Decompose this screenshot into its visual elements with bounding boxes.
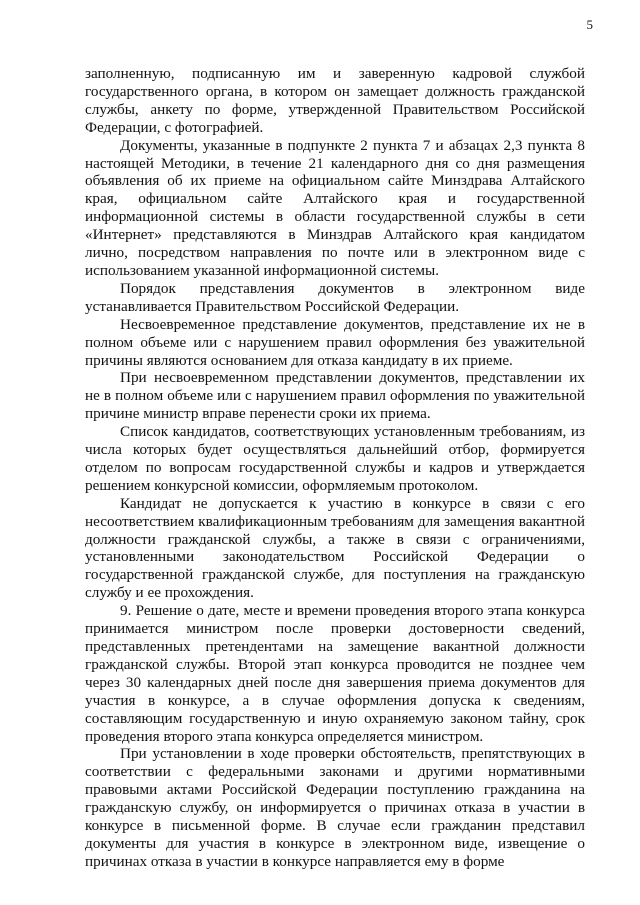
paragraph-late-submission: Несвоевременное представление документов, представление их не в полном объеме или с нарушением правил оформления без уважительной причины являются основанием для отказа кандидату в их приеме.	[85, 315, 585, 369]
paragraph-continuation: заполненную, подписанную им и заверенную кадровой службой государственного органа, в котором он замещает должность гражданской службы, анкету по форме, утвержденной Правительством Российской Федерации, с фотографией.	[85, 65, 585, 136]
paragraph-documents-submission: Документы, указанные в подпункте 2 пункта 7 и абзацах 2,3 пункта 8 настоящей Методики, в течение 21 календарного дня со дня размещения объявления об их приеме на официальном сайте Минздрава Алтайского края, официальном сайте Алтайского края и государственной информационной системы в области государственной службы в сети «Интернет» представляются в Минздрав Алтайского края кандидатом лично, посредством направления по почте или в электронном виде с использованием указанной информационной системы.	[85, 136, 585, 279]
paragraph-second-stage: 9. Решение о дате, месте и времени проведения второго этапа конкурса принимается министром после проверки достоверности сведений, представленных претендентами на замещение вакантной должности гражданской службы. Второй этап конкурса проводится не позднее чем через 30 календарных дней после дня завершения приема документов для участия в конкурсе, а в случае оформления допуска к сведениям, составляющим государственную и иную охраняемую законом тайну, срок проведения второго этапа конкурса определяется министром.	[85, 602, 585, 745]
paragraph-valid-reason: При несвоевременном представлении документов, представлении их не в полном объеме или с нарушением правил оформления по уважительной причине министр вправе перенести сроки их приема.	[85, 369, 585, 423]
paragraph-notification: При установлении в ходе проверки обстоятельств, препятствующих в соответствии с федеральными законами и другими нормативными правовыми актами Российской Федерации поступлению гражданина на гражданскую службу, он информируется о причинах отказа в участии в конкурсе в письменной форме. В случае если гражданин представил документы для участия в конкурсе в электронном виде, извещение о причинах отказа в участии в конкурсе направляется ему в форме	[85, 745, 585, 870]
paragraph-candidate-list: Список кандидатов, соответствующих установленным требованиям, из числа которых будет осуществляться дальнейший отбор, формируется отделом по вопросам государственной службы и кадров и утверждается решением конкурсной комиссии, оформляемым протоколом.	[85, 423, 585, 494]
paragraph-admission-refusal: Кандидат не допускается к участию в конкурсе в связи с его несоответствием квалификационным требованиям для замещения вакантной должности гражданской службы, а также в связи с ограничениями, установленными законодательством Российской Федерации о государственной гражданской службе, для поступления на гражданскую службу и ее прохождения.	[85, 494, 585, 602]
document-body	[85, 0, 585, 871]
paragraph-electronic-procedure: Порядок представления документов в электронном виде устанавливается Правительством Российской Федерации.	[85, 279, 585, 315]
page-number: 5	[586, 17, 593, 32]
